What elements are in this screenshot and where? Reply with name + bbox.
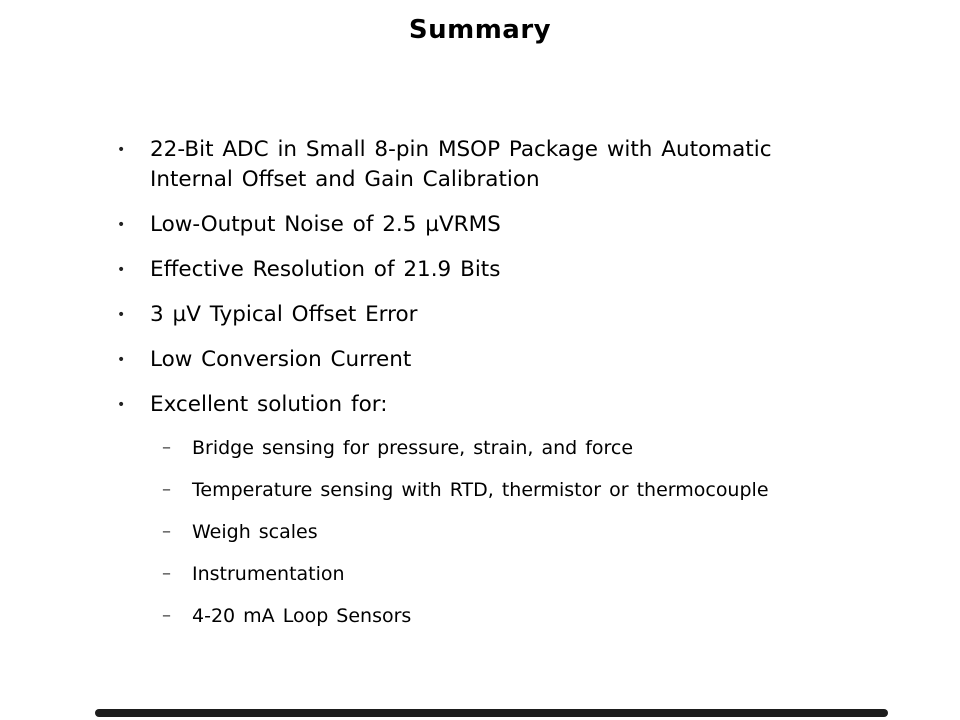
bullet-dash-icon: – [162, 605, 171, 626]
bullet-dot-icon: • [117, 307, 126, 323]
bullet-text: 3 µV Typical Offset Error [150, 302, 418, 327]
bullet-text: Weigh scales [192, 521, 318, 543]
bullet-item [160, 519, 960, 545]
slide-title: Summary [408, 15, 552, 45]
bullet-item [112, 210, 960, 240]
bullet-item [160, 561, 960, 587]
bullet-text: 22-Bit ADC in Small 8-pin MSOP Package with Automatic Internal Offset and Gain Calibration [150, 137, 772, 192]
bullet-dash-icon: – [162, 479, 171, 500]
bullet-item [112, 300, 960, 330]
bullet-text: Excellent solution for: [150, 392, 388, 417]
bullet-item [112, 390, 960, 420]
bullet-item [112, 345, 960, 375]
video-progress-bar[interactable] [95, 709, 888, 717]
bullet-text: Effective Resolution of 21.9 Bits [150, 257, 501, 282]
bullet-text: Temperature sensing with RTD, thermistor or thermocouple [192, 479, 769, 501]
bullet-item [112, 255, 960, 285]
bullet-text: Low Conversion Current [150, 347, 412, 372]
bullet-text: Low-Output Noise of 2.5 µVRMS [150, 212, 501, 237]
bullet-dot-icon: • [117, 142, 126, 158]
bullet-dot-icon: • [117, 217, 126, 233]
bullet-dot-icon: • [117, 397, 126, 413]
bullet-text: Bridge sensing for pressure, strain, and force [192, 437, 634, 459]
bullet-list [0, 135, 960, 645]
bullet-dash-icon: – [162, 437, 171, 458]
bullet-item [160, 603, 960, 629]
bullet-text: 4-20 mA Loop Sensors [192, 605, 412, 627]
bullet-dot-icon: • [117, 352, 126, 368]
bullet-item [160, 435, 960, 461]
bullet-dash-icon: – [162, 521, 171, 542]
bullet-item [160, 477, 960, 503]
bullet-dash-icon: – [162, 563, 171, 584]
bullet-item [112, 135, 960, 195]
bullet-text: Instrumentation [192, 563, 345, 585]
bullet-dot-icon: • [117, 262, 126, 278]
